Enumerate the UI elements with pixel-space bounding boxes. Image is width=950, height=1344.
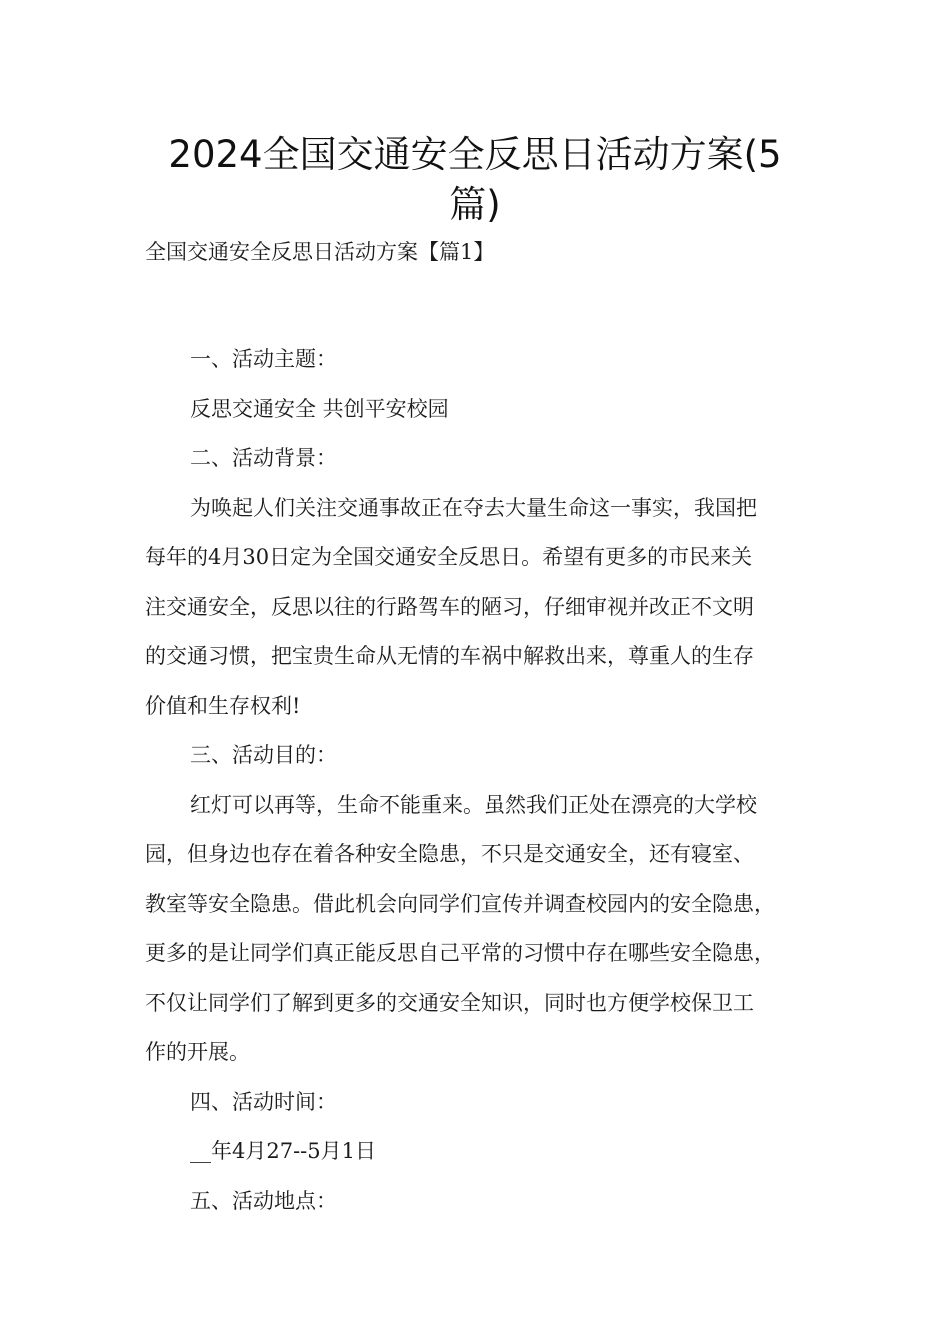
paragraph-line: 更多的是让同学们真正能反思自己平常的习惯中存在哪些安全隐患， bbox=[145, 941, 775, 965]
paragraph-line: 为唤起人们关注交通事故正在夺去大量生命这一事实，我国把 bbox=[190, 495, 757, 520]
heading-purpose: 三、活动目的： bbox=[190, 743, 337, 767]
section-subtitle: 全国交通安全反思日活动方案【篇1】 bbox=[145, 240, 495, 264]
document-body bbox=[145, 335, 825, 1226]
paragraph-line: 不仅让同学们了解到更多的交通安全知识，同时也方便学校保卫工 bbox=[145, 990, 754, 1015]
document-title-line-2: 篇) bbox=[449, 183, 501, 226]
heading-theme: 一、活动主题： bbox=[190, 347, 337, 371]
heading-time: 四、活动时间： bbox=[190, 1089, 337, 1114]
paragraph-line: __年4月27--5月1日 bbox=[190, 1139, 376, 1163]
paragraph-line: 价值和生存权利! bbox=[145, 693, 301, 718]
paragraph-line: 的交通习惯，把宝贵生命从无情的车祸中解救出来，尊重人的生存 bbox=[145, 644, 754, 668]
paragraph-line: 作的开展。 bbox=[145, 1040, 250, 1064]
paragraph-line: 每年的4月30日定为全国交通安全反思日。希望有更多的市民来关 bbox=[145, 545, 753, 569]
paragraph-line: 红灯可以再等，生命不能重来。虽然我们正处在漂亮的大学校 bbox=[190, 792, 757, 817]
document-title bbox=[140, 130, 810, 230]
paragraph-line: 反思交通安全 共创平安校园 bbox=[190, 396, 449, 421]
document-title-line-1: 2024全国交通安全反思日活动方案(5 bbox=[168, 133, 782, 176]
heading-background: 二、活动背景： bbox=[190, 446, 337, 470]
heading-location: 五、活动地点： bbox=[190, 1188, 337, 1213]
paragraph-line: 园，但身边也存在着各种安全隐患，不只是交通安全，还有寝室、 bbox=[145, 842, 754, 866]
paragraph-line: 注交通安全，反思以往的行路驾车的陋习，仔细审视并改正不文明 bbox=[145, 594, 754, 619]
paragraph-line: 教室等安全隐患。借此机会向同学们宣传并调查校园内的安全隐患， bbox=[145, 891, 775, 916]
